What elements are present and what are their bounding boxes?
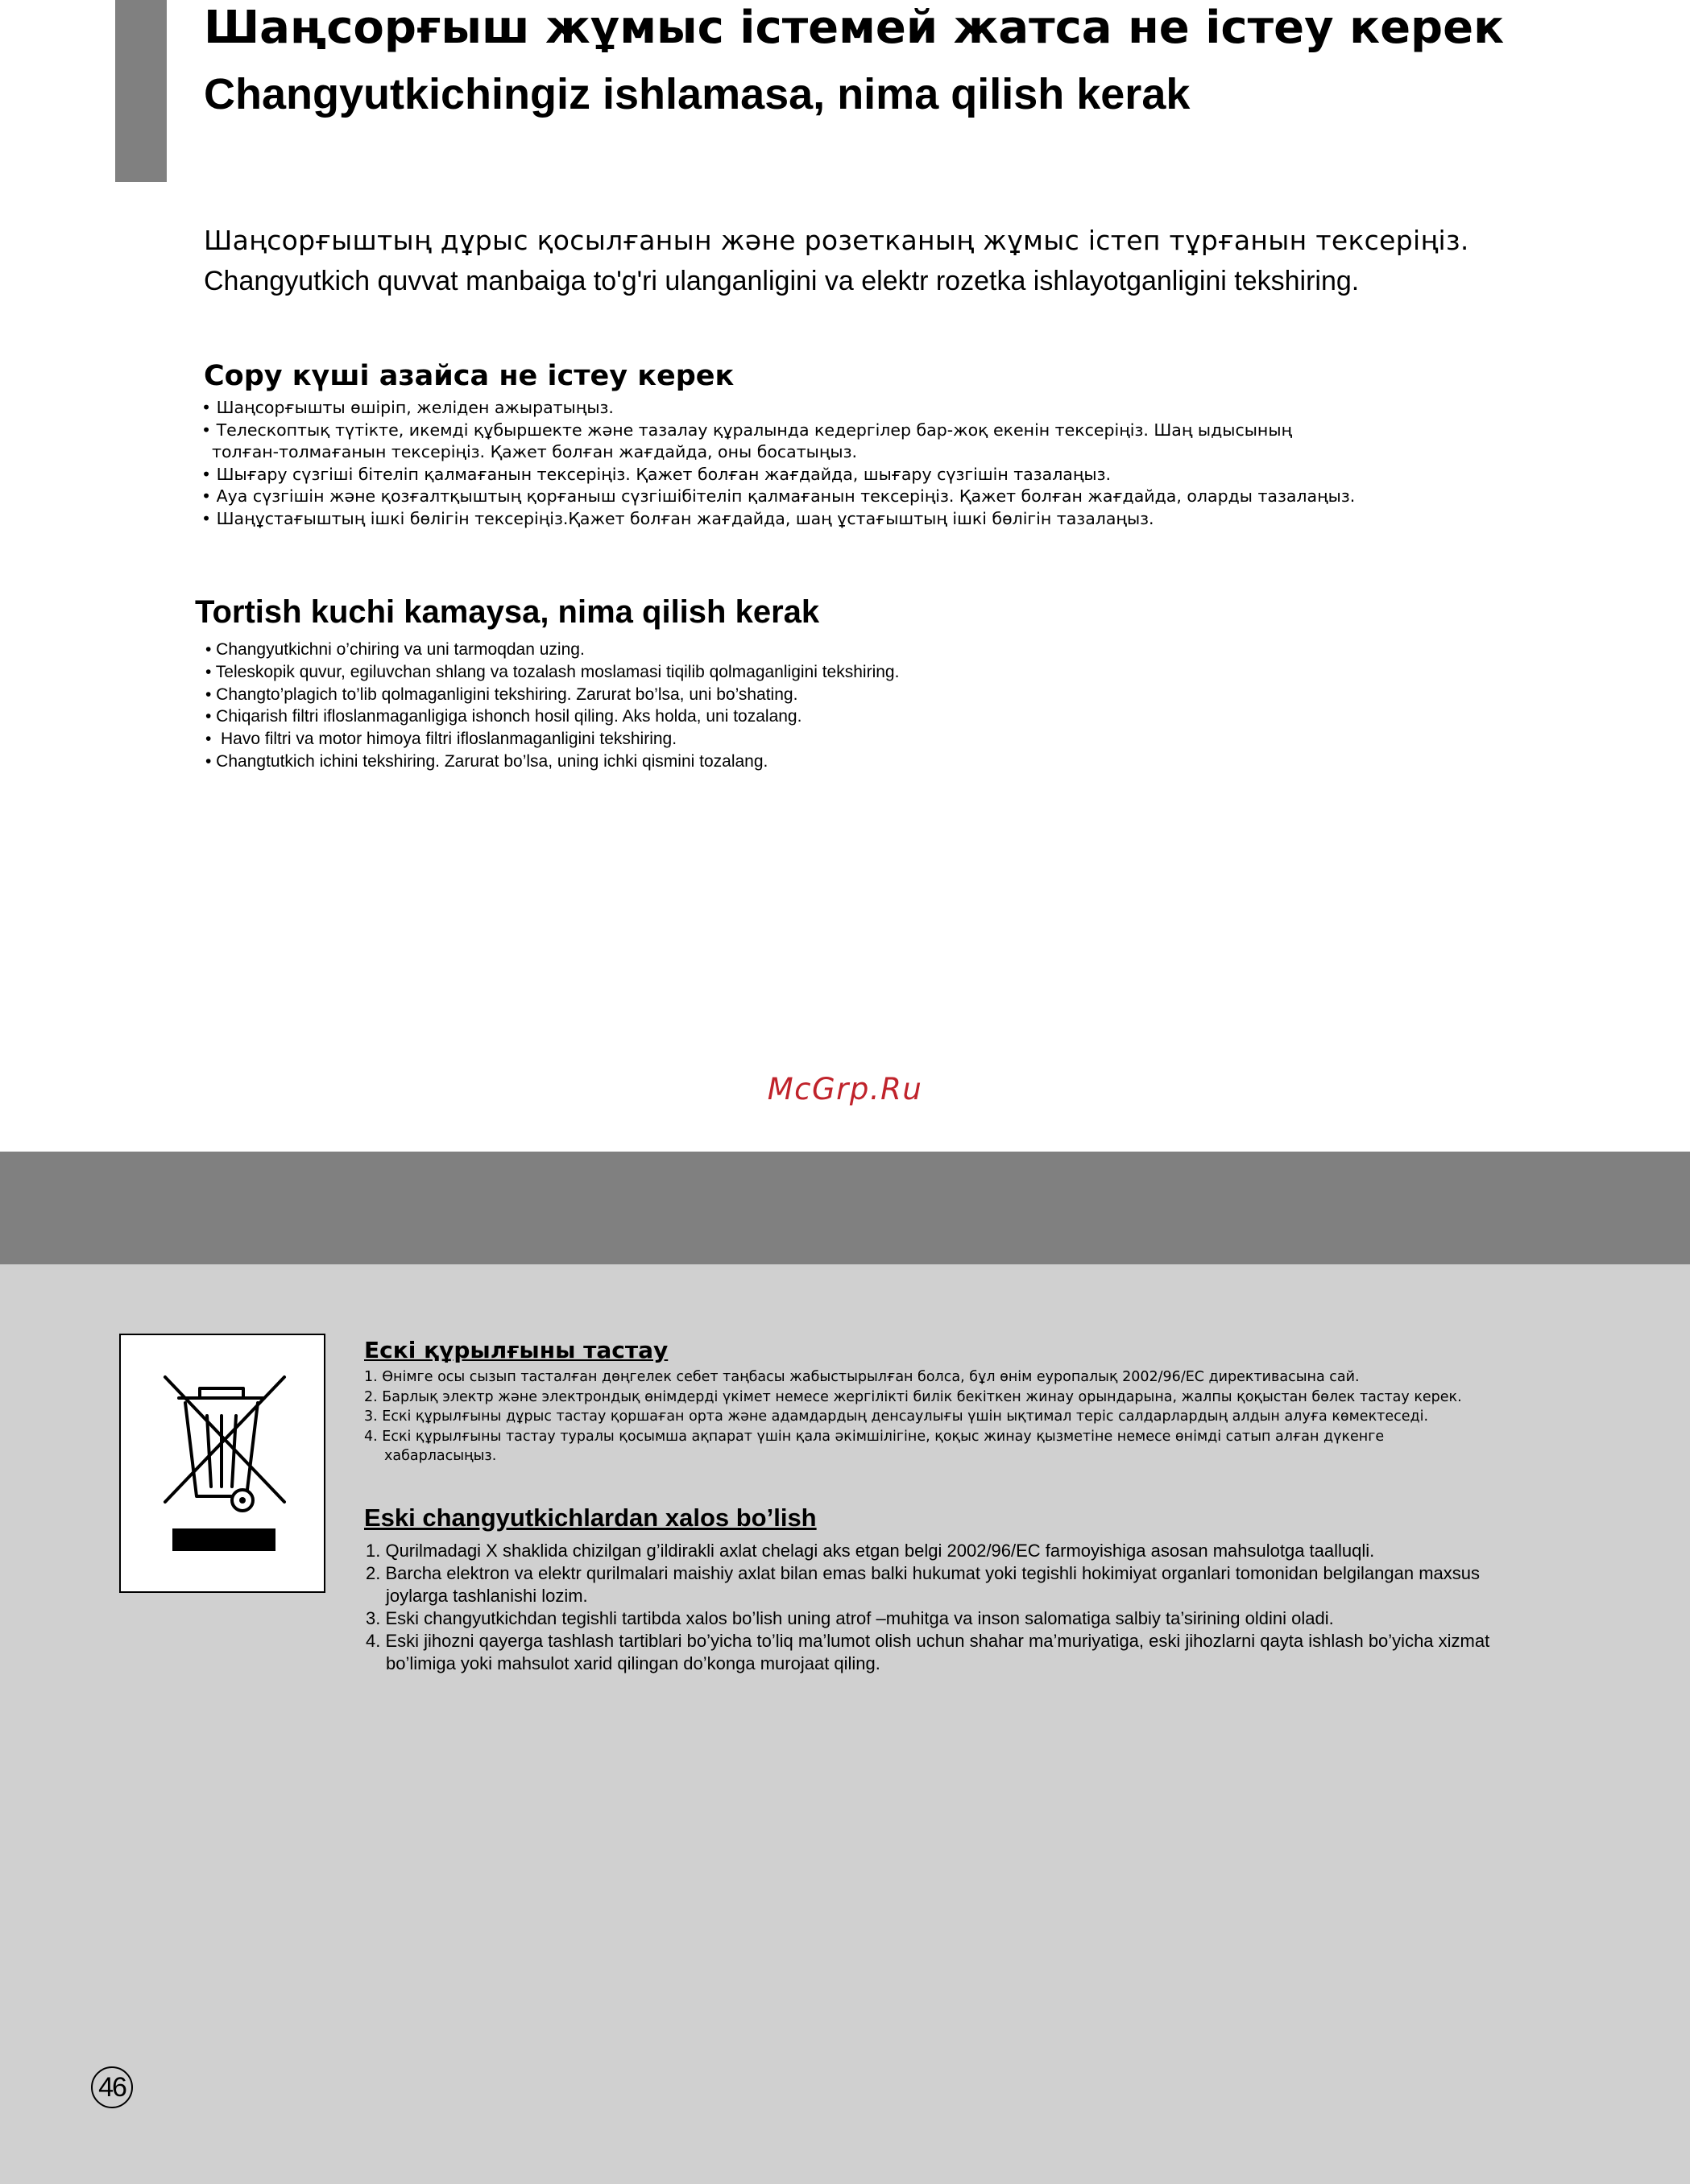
section-divider-band <box>0 1152 1690 1264</box>
list-item: • Шаңсорғышты өшіріп, желіден ажыратыңыз. <box>201 398 614 417</box>
list-item: bo’limiga yoki mahsulot xarid qilingan do’konga murojaat qiling. <box>386 1653 880 1673</box>
list-item: joylarga tashlanishi lozim. <box>386 1586 588 1606</box>
suction-heading-uzbek: Tortish kuchi kamaysa, nima qilish kerak <box>195 594 820 630</box>
list-item: 2. Barcha elektron va elektr qurilmalari maishiy axlat bilan emas balki hukumat yoki tegishli hokimiyat organlari tomonidan belgilangan maxsus <box>366 1563 1481 1583</box>
page-title-kazakh: Шаңсорғыш жұмыс істемей жатса не істеу керек <box>204 2 1505 54</box>
list-item: • Changtutkich ichini tekshiring. Zarurat bo’lsa, uning ichki qismini tozalang. <box>205 751 768 771</box>
list-item: 3. Ескі құрылғыны дұрыс тастау қоршаған орта және адамдардың денсаулығы үшін ықтимал теріс салдарлардың алдын алуға көмектеседі. <box>364 1408 1429 1425</box>
intro-text-uzbek: Changyutkich quvvat manbaiga to'g'ri ulanganligini va elektr rozetka ishlayotganligini tekshiring. <box>204 266 1360 296</box>
list-item: • Ауа сүзгішін және қозғалтқыштың қорғаныш сүзгішібітеліп қалмағанын тексеріңіз. Қажет болған жағдайда, оларды тазалаңыз. <box>201 486 1356 506</box>
list-item: 4. Ескі құрылғыны тастау туралы қосымша ақпарат үшін қала әкімшілігіне, қоқыс жинау қызметіне немесе өнімді сатып алған дүкенге <box>364 1428 1385 1445</box>
disposal-heading-uzbek: Eski changyutkichlardan xalos bo’lish <box>364 1504 817 1532</box>
watermark: McGrp.Ru <box>767 1072 923 1106</box>
header-gray-tab <box>115 0 167 182</box>
disposal-list-kazakh <box>364 1367 1462 1466</box>
page-title-uzbek: Changyutkichingiz ishlamasa, nima qilish kerak <box>204 70 1191 118</box>
list-item: 4. Eski jihozni qayerga tashlash tartiblari bo’yicha to’liq ma’lumot olish uchun shahar ma’muriyatiga, eski jihozlarni qayta ishlash bo’yicha xizmat <box>366 1631 1490 1651</box>
list-item: толған-толмағанын тексеріңіз. Қажет болған жағдайда, оны босатыңыз. <box>201 442 857 461</box>
list-item: 1. Өнімге осы сызып тасталған дөңгелек себет таңбасы жабыстырылған болса, бұл өнім еуропалық 2002/96/ЕС директивасына сай. <box>364 1369 1360 1385</box>
list-item: • Havo filtri va motor himoya filtri ifloslanmaganligini tekshiring. <box>205 730 677 749</box>
disposal-list-uzbek <box>366 1540 1489 1675</box>
suction-heading-kazakh: Сору күші азайса не істеу керек <box>204 360 735 392</box>
page-number: 46 <box>91 2066 133 2108</box>
list-item: 2. Барлық электр және электрондық өнімдерді үкімет немесе жергілікті билік бекіткен жинау орындарына, жалпы қоқыстан бөлек тастау керек. <box>364 1388 1462 1405</box>
list-item: • Teleskopik quvur, egiluvchan shlang va tozalash moslamasi tiqilib qolmaganligini tekshiring. <box>205 662 900 681</box>
intro-text-kazakh: Шаңсорғыштың дұрыс қосылғанын және розетканың жұмыс істеп тұрғанын тексеріңіз. <box>204 225 1469 256</box>
list-item: хабарласыңыз. <box>384 1448 497 1464</box>
list-item: 1. Qurilmadagi X shaklida chizilgan g’ildirakli axlat chelagi aks etgan belgi 2002/96/EC farmoyishiga asosan mahsulotga taalluqli. <box>366 1541 1375 1561</box>
list-item: • Телескоптық түтікте, икемді құбыршекте және тазалау құралында кедергілер бар-жоқ екенін тексеріңіз. Шаң ыдысының <box>201 420 1293 440</box>
disposal-heading-kazakh: Ескі құрылғыны тастау <box>364 1337 669 1363</box>
list-item: • Changto’plagich to’lib qolmaganligini tekshiring. Zarurat bo’lsa, uni bo’shating. <box>205 685 798 704</box>
list-item: • Шаңұстағыштың ішкі бөлігін тексеріңіз.Қажет болған жағдайда, шаң ұстағыштың ішкі бөлігін тазалаңыз. <box>201 508 1154 528</box>
suction-list-kazakh <box>201 397 1474 530</box>
crossed-bin-icon <box>121 1335 324 1591</box>
weee-symbol-box <box>119 1334 325 1593</box>
list-item: • Changyutkichni o’chiring va uni tarmoqdan uzing. <box>205 640 585 659</box>
list-item: 3. Eski changyutkichdan tegishli tartibda xalos bo’lish uning atrof –muhitga va inson salomatiga salbiy ta’sirining oldini oladi. <box>366 1608 1334 1628</box>
suction-list-uzbek <box>205 639 899 773</box>
list-item: • Chiqarish filtri ifloslanmaganligiga ishonch hosil qiling. Aks holda, uni tozalang. <box>205 707 802 726</box>
list-item: • Шығару сүзгіші бітеліп қалмағанын тексеріңіз. Қажет болған жағдайда, шығару сүзгішін тазалаңыз. <box>201 464 1112 484</box>
